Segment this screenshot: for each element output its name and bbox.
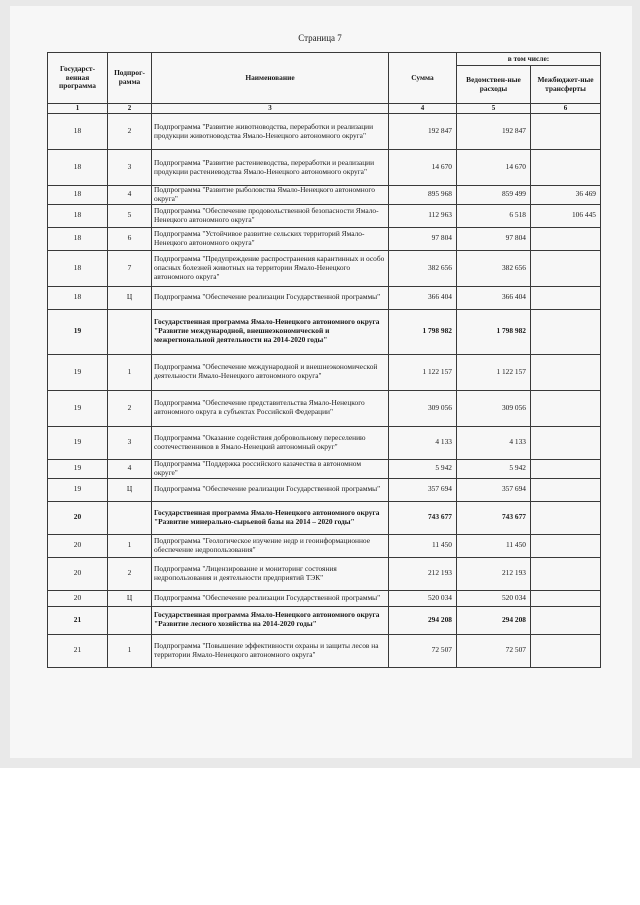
name-cell: Подпрограмма "Обеспечение реализации Государственной программы" [152, 478, 389, 501]
subprogram-cell [108, 309, 152, 354]
table-row [48, 309, 601, 354]
vedom-cell: 14 670 [457, 150, 531, 186]
vedom-cell: 294 208 [457, 606, 531, 634]
vedom-cell: 859 499 [457, 186, 531, 205]
vedom-cell: 309 056 [457, 390, 531, 426]
subprogram-cell: 4 [108, 459, 152, 478]
sum-cell: 1 798 982 [389, 309, 457, 354]
subprogram-cell: 3 [108, 426, 152, 459]
vedom-cell: 1 798 982 [457, 309, 531, 354]
subprogram-cell: 2 [108, 557, 152, 590]
sum-cell: 309 056 [389, 390, 457, 426]
table-row [48, 606, 601, 634]
table-row [48, 478, 601, 501]
mbt-cell [531, 590, 601, 606]
table-row [48, 227, 601, 250]
table-row [48, 186, 601, 205]
mbt-cell [531, 606, 601, 634]
name-cell: Подпрограмма "Обеспечение продовольственной безопасности Ямало-Ненецкого автономного округа" [152, 204, 389, 227]
budget-table [47, 52, 601, 668]
program-cell: 21 [48, 606, 108, 634]
program-cell: 21 [48, 634, 108, 667]
sum-cell: 4 133 [389, 426, 457, 459]
sum-cell: 14 670 [389, 150, 457, 186]
sum-cell: 112 963 [389, 204, 457, 227]
subprogram-cell [108, 501, 152, 534]
subprogram-cell: Ц [108, 286, 152, 309]
vedom-cell: 357 694 [457, 478, 531, 501]
mbt-cell [531, 227, 601, 250]
sum-cell: 97 804 [389, 227, 457, 250]
program-cell: 19 [48, 309, 108, 354]
col-number: 6 [531, 104, 601, 114]
sum-cell: 72 507 [389, 634, 457, 667]
name-cell: Подпрограмма "Устойчивое развитие сельских территорий Ямало-Ненецкого автономного округа" [152, 227, 389, 250]
vedom-cell: 6 518 [457, 204, 531, 227]
program-cell: 18 [48, 114, 108, 150]
table-row [48, 114, 601, 150]
table-row [48, 390, 601, 426]
program-cell: 20 [48, 557, 108, 590]
sum-cell: 1 122 157 [389, 354, 457, 390]
header-sum: Сумма [389, 53, 457, 104]
sum-cell: 11 450 [389, 534, 457, 557]
mbt-cell [531, 557, 601, 590]
subprogram-cell: 3 [108, 150, 152, 186]
sum-cell: 382 656 [389, 250, 457, 286]
name-cell: Подпрограмма "Развитие рыболовства Ямало-Ненецкого автономного округа" [152, 186, 389, 205]
sum-cell: 366 404 [389, 286, 457, 309]
vedom-cell: 11 450 [457, 534, 531, 557]
vedom-cell: 4 133 [457, 426, 531, 459]
col-number: 1 [48, 104, 108, 114]
col-number: 2 [108, 104, 152, 114]
mbt-cell [531, 354, 601, 390]
vedom-cell: 212 193 [457, 557, 531, 590]
subprogram-cell: Ц [108, 590, 152, 606]
program-cell: 20 [48, 534, 108, 557]
table-row [48, 534, 601, 557]
name-cell: Подпрограмма "Геологическое изучение недр и геоинформационное обеспечение недропользования" [152, 534, 389, 557]
mbt-cell [531, 478, 601, 501]
name-cell: Подпрограмма "Обеспечение реализации Государственной программы" [152, 590, 389, 606]
name-cell: Подпрограмма "Поддержка российского казачества в автономном округе" [152, 459, 389, 478]
program-cell: 20 [48, 590, 108, 606]
mbt-cell [531, 286, 601, 309]
name-cell: Подпрограмма "Развитие растениеводства, переработки и реализации продукции растениеводства Ямало-Ненецкого автономного округа" [152, 150, 389, 186]
subprogram-cell: 1 [108, 634, 152, 667]
mbt-cell: 36 469 [531, 186, 601, 205]
table-header [48, 53, 601, 114]
subprogram-cell: 4 [108, 186, 152, 205]
header-vedom: Ведомствен-ные расходы [457, 66, 531, 104]
subprogram-cell: 6 [108, 227, 152, 250]
col-number: 4 [389, 104, 457, 114]
sum-cell: 357 694 [389, 478, 457, 501]
table-row [48, 250, 601, 286]
vedom-cell: 5 942 [457, 459, 531, 478]
subprogram-cell: 2 [108, 114, 152, 150]
vedom-cell: 72 507 [457, 634, 531, 667]
program-cell: 18 [48, 250, 108, 286]
vedom-cell: 97 804 [457, 227, 531, 250]
name-cell: Подпрограмма "Обеспечение международной и внешнеэкономической деятельности Ямало-Ненецкого автономного округа" [152, 354, 389, 390]
program-cell: 18 [48, 286, 108, 309]
header-gp: Государст-венная программа [48, 53, 108, 104]
vedom-cell: 382 656 [457, 250, 531, 286]
name-cell: Государственная программа Ямало-Ненецкого автономного округа "Развитие международной, внешнеэкономической и межрегиональной деятельности на 2014-2020 годы" [152, 309, 389, 354]
table-row [48, 590, 601, 606]
program-cell: 19 [48, 354, 108, 390]
vedom-cell: 192 847 [457, 114, 531, 150]
vedom-cell: 743 677 [457, 501, 531, 534]
name-cell: Подпрограмма "Лицензирование и мониторинг состояния недропользования и деятельности предприятий ТЭК" [152, 557, 389, 590]
mbt-cell [531, 309, 601, 354]
subprogram-cell: 1 [108, 354, 152, 390]
subprogram-cell: Ц [108, 478, 152, 501]
col-number: 5 [457, 104, 531, 114]
sum-cell: 294 208 [389, 606, 457, 634]
sum-cell: 192 847 [389, 114, 457, 150]
vedom-cell: 1 122 157 [457, 354, 531, 390]
table-row [48, 557, 601, 590]
header-name: Наименование [152, 53, 389, 104]
mbt-cell [531, 501, 601, 534]
program-cell: 18 [48, 204, 108, 227]
header-including: в том числе: [457, 53, 601, 66]
program-cell: 19 [48, 478, 108, 501]
vedom-cell: 366 404 [457, 286, 531, 309]
sum-cell: 212 193 [389, 557, 457, 590]
program-cell: 19 [48, 459, 108, 478]
mbt-cell [531, 426, 601, 459]
subprogram-cell: 2 [108, 390, 152, 426]
vedom-cell: 520 034 [457, 590, 531, 606]
mbt-cell [531, 150, 601, 186]
mbt-cell [531, 634, 601, 667]
name-cell: Подпрограмма "Развитие животноводства, переработки и реализации продукции животноводства Ямало-Ненецкого автономного округа" [152, 114, 389, 150]
program-cell: 20 [48, 501, 108, 534]
mbt-cell [531, 250, 601, 286]
table-row [48, 286, 601, 309]
page-number: Страница 7 [298, 33, 342, 43]
mbt-cell [531, 534, 601, 557]
mbt-cell: 106 445 [531, 204, 601, 227]
sum-cell: 743 677 [389, 501, 457, 534]
sum-cell: 520 034 [389, 590, 457, 606]
name-cell: Государственная программа Ямало-Ненецкого автономного округа "Развитие лесного хозяйства на 2014-2020 годы" [152, 606, 389, 634]
name-cell: Подпрограмма "Обеспечение представительства Ямало-Ненецкого автономного округа в субъектах Российской Федерации" [152, 390, 389, 426]
col-number: 3 [152, 104, 389, 114]
table-row [48, 634, 601, 667]
mbt-cell [531, 390, 601, 426]
subprogram-cell: 5 [108, 204, 152, 227]
program-cell: 18 [48, 186, 108, 205]
sum-cell: 5 942 [389, 459, 457, 478]
subprogram-cell: 1 [108, 534, 152, 557]
name-cell: Подпрограмма "Предупреждение распространения карантинных и особо опасных болезней животных на территории Ямало-Ненецкого автономного округа" [152, 250, 389, 286]
table-row [48, 204, 601, 227]
name-cell: Подпрограмма "Оказание содействия добровольному переселению соотечественников в Ямало-Ненецкий автономный округ" [152, 426, 389, 459]
table-row [48, 150, 601, 186]
header-mbt: Межбюджет-ные трансферты [531, 66, 601, 104]
sum-cell: 895 968 [389, 186, 457, 205]
program-cell: 19 [48, 426, 108, 459]
subprogram-cell: 7 [108, 250, 152, 286]
program-cell: 19 [48, 390, 108, 426]
table-body [48, 114, 601, 668]
name-cell: Подпрограмма "Обеспечение реализации Государственной программы" [152, 286, 389, 309]
mbt-cell [531, 114, 601, 150]
name-cell: Государственная программа Ямало-Ненецкого автономного округа "Развитие минерально-сырьевой базы на 2014 – 2020 годы" [152, 501, 389, 534]
table-row [48, 426, 601, 459]
mbt-cell [531, 459, 601, 478]
column-numbers-row [48, 104, 601, 114]
program-cell: 18 [48, 150, 108, 186]
header-pp: Подпрог-рамма [108, 53, 152, 104]
table-row [48, 354, 601, 390]
program-cell: 18 [48, 227, 108, 250]
table-row [48, 501, 601, 534]
table-row [48, 459, 601, 478]
name-cell: Подпрограмма "Повышение эффективности охраны и защиты лесов на территории Ямало-Ненецкого автономного округа" [152, 634, 389, 667]
subprogram-cell [108, 606, 152, 634]
